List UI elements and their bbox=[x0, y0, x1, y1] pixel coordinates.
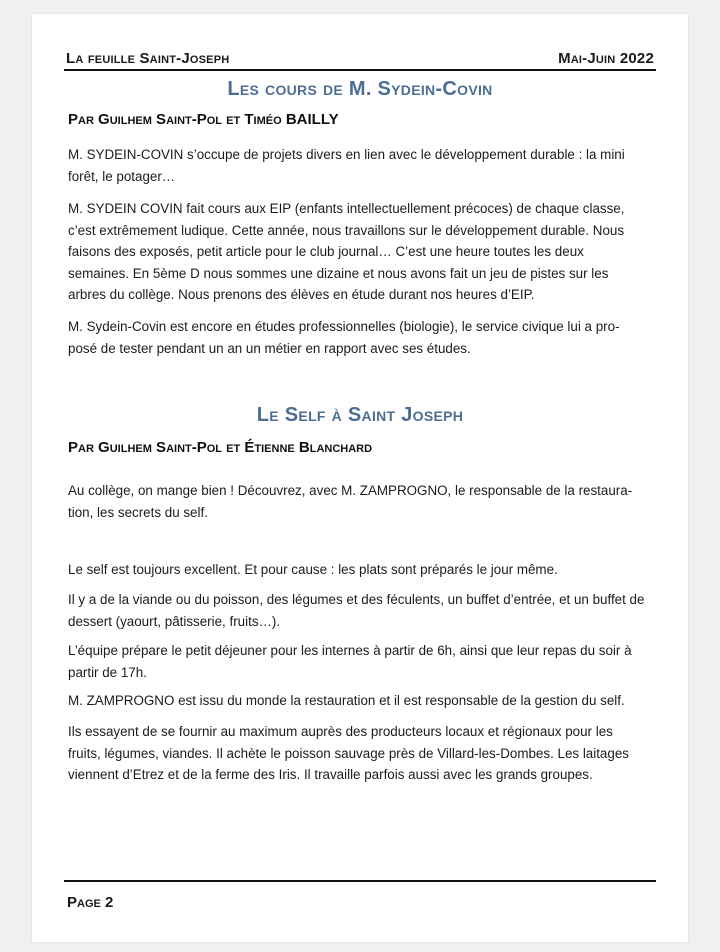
article-2-title: Le Self à Saint Joseph bbox=[256, 404, 464, 426]
article-1-title: Les cours de M. Sydein-Covin bbox=[227, 78, 493, 100]
article-1-paragraph: M. SYDEIN COVIN fait cours aux EIP (enfants intellectuellement précoces) de chaque classe, c’est extrêmement ludique. Cette année, nous travaillons sur le développement durable. Nous faisons des exposés, petit article pour le club journal… C’est une heure toutes les deux semaines. En 5ème D nous sommes une dizaine et nous avons fait un jeu de pistes sur les arbres du collège. Nous prenons des élèves en étude durant nos heures d’EIP. bbox=[68, 201, 625, 302]
article-1-paragraph: M. SYDEIN-COVIN s’occupe de projets divers en lien avec le développement durable : la mini forêt, le potager… bbox=[68, 147, 625, 184]
footer-rule bbox=[64, 880, 656, 882]
article-2-paragraph: Le self est toujours excellent. Et pour cause : les plats sont préparés le jour même. bbox=[68, 562, 558, 577]
article-2-byline: Par Guilhem Saint-Pol et Étienne Blanchard bbox=[68, 439, 373, 456]
article-1-paragraph: M. Sydein-Covin est encore en études professionnelles (biologie), le service civique lui a pro-posé de tester pendant un an un métier en rapport avec ses études. bbox=[68, 319, 620, 356]
article-2-paragraph: Au collège, on mange bien ! Découvrez, avec M. ZAMPROGNO, le responsable de la restaura-tion, les secrets du self. bbox=[68, 483, 633, 520]
publication-name: La feuille Saint-Joseph bbox=[66, 50, 230, 67]
document-page bbox=[32, 14, 688, 942]
article-2-paragraph: Ils essayent de se fournir au maximum auprès des producteurs locaux et régionaux pour les fruits, légumes, viandes. Il achète le poisson sauvage près de Villard-les-Dombes. Les laitages viennent d’Etrez et de la ferme des Iris. Il travaille parfois aussi avec les grands groupes. bbox=[68, 724, 629, 782]
page-number: Page 2 bbox=[67, 894, 114, 911]
issue-date: Mai-Juin 2022 bbox=[558, 50, 654, 67]
article-2-paragraph: L’équipe prépare le petit déjeuner pour les internes à partir de 6h, ainsi que leur repas du soir à partir de 17h. bbox=[68, 643, 632, 680]
running-header bbox=[64, 50, 656, 70]
article-2-paragraph: Il y a de la viande ou du poisson, des légumes et des féculents, un buffet d’entrée, et un buffet de dessert (yaourt, pâtisserie, fruits…). bbox=[68, 592, 645, 629]
header-rule bbox=[64, 69, 656, 71]
article-1-byline: Par Guilhem Saint-Pol et Timéo BAILLY bbox=[68, 111, 339, 128]
article-2-paragraph: M. ZAMPROGNO est issu du monde la restauration et il est responsable de la gestion du self. bbox=[68, 693, 625, 708]
